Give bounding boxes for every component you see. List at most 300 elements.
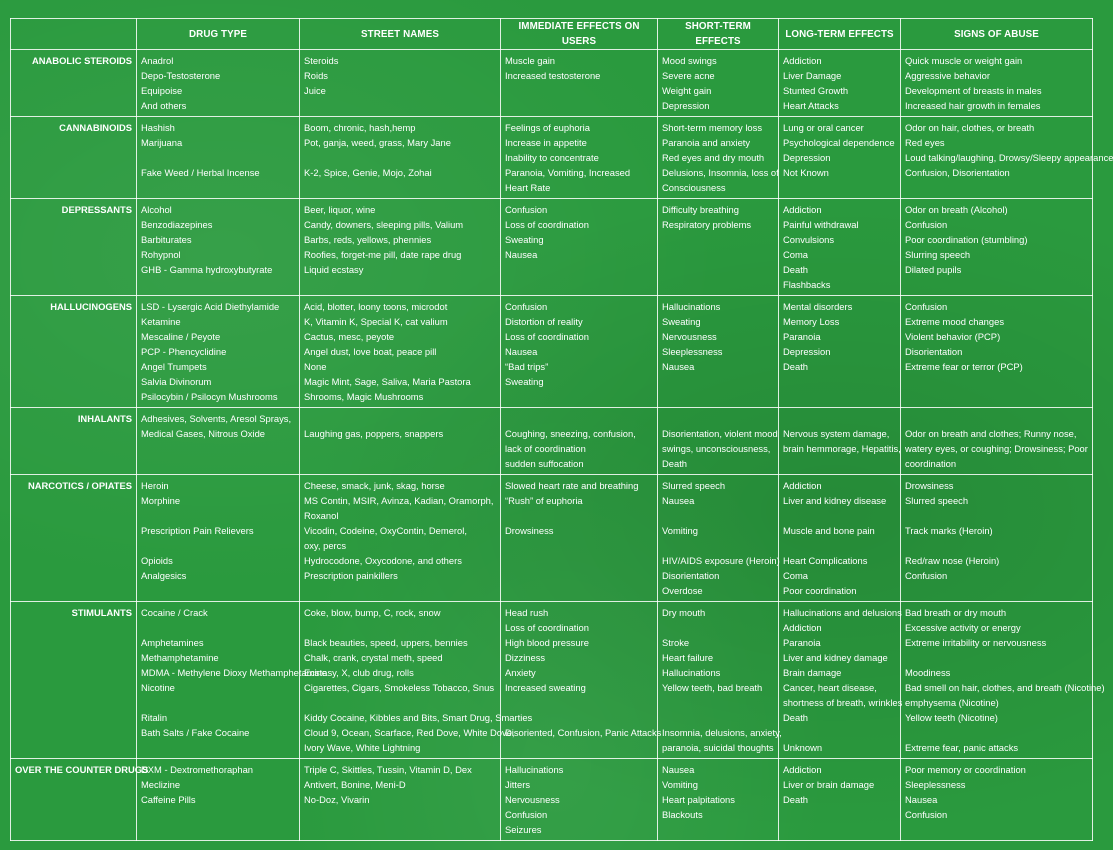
cell-line: Stunted Growth [783,85,849,96]
cell-line [304,807,496,822]
cell-line [662,262,774,277]
cell-line [662,411,774,426]
cell-line: Shrooms, Magic Mushrooms [304,391,424,402]
cell-line [783,725,896,740]
cell-signs-of-abuse [901,199,1093,296]
cell-line: Short-term memory loss [662,122,763,133]
cell-short-term-effects [658,117,779,199]
cell-line: Ritalin [141,712,168,723]
cell-line [505,389,653,404]
cell-line: Disorientation [662,570,720,581]
cell-line: GHB - Gamma hydroxybutyrate [141,264,273,275]
cell-line: Paranoia [783,331,821,342]
cell-line: Increase in appetite [505,137,587,148]
cell-line: Distortion of reality [505,316,583,327]
cell-line: Overdose [662,585,703,596]
cell-line [662,620,774,635]
cell-line: Opioids [141,555,173,566]
cell-line: Red eyes and dry mouth [662,152,765,163]
cell-line: Addiction [783,764,822,775]
cell-line: Analgesics [141,570,187,581]
cell-line [304,150,496,165]
cell-line: Psilocybin / Psilocyn Mushrooms [141,391,278,402]
category-label: INHALANTS [11,408,137,475]
cell-line: Death [662,458,688,469]
cell-line: Nicotine [141,682,175,693]
cell-long-term-effects [779,475,901,602]
cell-line: Sweating [662,316,701,327]
cell-line [905,650,1088,665]
table-body [11,50,1113,841]
cell-line: Amphetamines [141,637,204,648]
cell-line [505,583,653,598]
cell-line [304,441,496,456]
cell-line [905,180,1088,195]
cell-line: Roofies, forget-me pill, date rape drug [304,249,462,260]
cell-line: Heart Rate [505,182,551,193]
cell-line: Muscle gain [505,55,556,66]
cell-line: Severe acne [662,70,715,81]
cell-line: Development of breasts in males [905,85,1042,96]
cell-line: oxy, percs [304,540,347,551]
cell-line [662,822,774,837]
cell-line: Cloud 9, Ocean, Scarface, Red Dove, White Dove, [304,727,515,738]
cell-line: Dry mouth [662,607,706,618]
cell-street-names [300,296,501,408]
category-label: DEPRESSANTS [11,199,137,296]
cell-line: Methamphetamine [141,652,219,663]
cell-immediate-effects [501,199,658,296]
category-label: OVER THE COUNTER DRUGS [11,759,137,841]
cell-long-term-effects [779,50,901,117]
cell-line: Hallucinations and delusions [783,607,902,618]
cell-line: Addiction [783,204,822,215]
cell-line [783,822,896,837]
cell-line: emphysema (Nicotine) [905,697,999,708]
cell-line: Cancer, heart disease, [783,682,877,693]
cell-line: Chalk, crank, crystal meth, speed [304,652,443,663]
cell-line: Depression [783,346,831,357]
cell-line: Poor coordination (stumbling) [905,234,1028,245]
cell-line [304,98,496,113]
cell-street-names [300,50,501,117]
cell-line: Depo-Testosterone [141,70,221,81]
cell-line: DXM - Dextromethoraphan [141,764,254,775]
cell-signs-of-abuse [901,475,1093,602]
cell-line: Insomnia, delusions, anxiety, [662,727,782,738]
cell-long-term-effects [779,296,901,408]
cell-line: Psychological dependence [783,137,895,148]
cell-line: Unknown [783,742,823,753]
cell-line: Disoriented, Confusion, Panic Attacks [505,727,662,738]
cell-street-names [300,117,501,199]
cell-line: Liver or brain damage [783,779,875,790]
cell-line [141,180,295,195]
header-short-term-effects: SHORT-TERM EFFECTS [658,19,779,50]
cell-drug-type [137,199,300,296]
cell-line: shortness of breath, wrinkles [783,697,903,708]
cell-line: Odor on breath (Alcohol) [905,204,1008,215]
header-long-term-effects: LONG-TERM EFFECTS [779,19,901,50]
table-row [11,296,1093,408]
cell-line: Vomiting [662,525,698,536]
cell-line: Pot, ganja, weed, grass, Mary Jane [304,137,451,148]
cell-line: Death [783,361,809,372]
cell-line: Loss of coordination [505,331,589,342]
cell-line: And others [141,100,187,111]
cell-line: Rohypnol [141,249,181,260]
cell-line [783,374,896,389]
cell-line [662,710,774,725]
cell-signs-of-abuse [901,602,1105,759]
cell-line [905,411,1088,426]
cell-line: Bad smell on hair, clothes, and breath (Nicotine) [905,682,1105,693]
cell-line: Convulsions [783,234,835,245]
cell-line: Red/raw nose (Heroin) [905,555,1000,566]
cell-line: Slurred speech [662,480,726,491]
cell-line: Red eyes [905,137,945,148]
drug-reference-table-wrapper [10,18,1113,841]
cell-line: K, Vitamin K, Special K, cat valium [304,316,448,327]
cell-line: Nervousness [505,794,560,805]
cell-line: Sleeplessness [905,779,966,790]
cell-line: Mood swings [662,55,717,66]
cell-line: Extreme irritability or nervousness [905,637,1047,648]
cell-line: Track marks (Heroin) [905,525,993,536]
cell-line: Nausea [505,249,538,260]
cell-line: Marijuana [141,137,183,148]
cell-line: watery eyes, or coughing; Drowsiness; Poor [905,443,1088,454]
cell-line: Nausea [505,346,538,357]
cell-line: Slurred speech [905,495,969,506]
cell-immediate-effects [501,296,658,408]
cell-line: Confusion [505,301,548,312]
cell-long-term-effects [779,117,901,199]
cell-line: Coke, blow, bump, C, rock, snow [304,607,441,618]
cell-line: “Bad trips” [505,361,549,372]
cell-line [905,583,1088,598]
cell-line: Sweating [505,376,544,387]
cell-drug-type [137,602,328,759]
header-street-names: STREET NAMES [300,19,501,50]
cell-line: Magic Mint, Sage, Saliva, Maria Pastora [304,376,471,387]
cell-line [505,508,653,523]
cell-line: Aggressive behavior [905,70,990,81]
cell-line: Heart Complications [783,555,868,566]
cell-street-names [300,759,501,841]
cell-drug-type [137,296,300,408]
cell-line: Quick muscle or weight gain [905,55,1023,66]
cell-street-names [300,475,501,602]
cell-line: Hydrocodone, Oxycodone, and others [304,555,462,566]
cell-short-term-effects [658,50,779,117]
cell-line: Angel Trumpets [141,361,207,372]
cell-short-term-effects [658,475,779,602]
cell-line: Fake Weed / Herbal Incense [141,167,260,178]
cell-line: Liquid ecstasy [304,264,364,275]
cell-line: Increased hair growth in females [905,100,1041,111]
cell-long-term-effects [779,199,901,296]
cell-line: Depression [783,152,831,163]
cell-line: Slowed heart rate and breathing [505,480,639,491]
cell-line: Increased testosterone [505,70,601,81]
cell-short-term-effects [658,199,779,296]
cell-line: Roxanol [304,510,339,521]
cell-line: Loss of coordination [505,622,589,633]
cell-line [141,807,295,822]
cell-line: Paranoia [783,637,821,648]
cell-line: Nausea [662,495,695,506]
cell-line: Nausea [905,794,938,805]
cell-line: Hallucinations [662,301,721,312]
cell-street-names [300,199,501,296]
cell-line: Coma [783,570,809,581]
cell-line [905,389,1088,404]
cell-line: K-2, Spice, Genie, Mojo, Zohai [304,167,432,178]
cell-signs-of-abuse [901,408,1093,475]
cell-long-term-effects [779,408,901,475]
cell-line [304,695,496,710]
cell-line: Poor coordination [783,585,857,596]
cell-drug-type [137,759,300,841]
cell-line [905,508,1088,523]
cell-line [662,232,774,247]
table-row [11,117,1093,199]
cell-line: Head rush [505,607,549,618]
cell-line [905,538,1088,553]
cell-line: Juice [304,85,326,96]
cell-line: Painful withdrawal [783,219,859,230]
cell-line [905,374,1088,389]
cell-line: Addiction [783,480,822,491]
cell-line: Moodiness [905,667,951,678]
table-row [11,475,1093,602]
cell-line: Cheese, smack, junk, skag, horse [304,480,445,491]
cell-line: Coughing, sneezing, confusion, [505,428,636,439]
cell-line: swings, unconsciousness, [662,443,771,454]
cell-line [905,822,1088,837]
table-row [11,199,1093,296]
cell-line: Vicodin, Codeine, OxyContin, Demerol, [304,525,467,536]
cell-street-names [300,408,501,475]
cell-line: Confusion [505,204,548,215]
cell-line: No-Doz, Vivarin [304,794,370,805]
cell-line: Yellow teeth, bad breath [662,682,763,693]
cell-line: Brain damage [783,667,842,678]
cell-line: Morphine [141,495,181,506]
cell-line: Nausea [662,764,695,775]
cell-line: Bad breath or dry mouth [905,607,1007,618]
cell-line [304,822,496,837]
cell-line [783,807,896,822]
cell-line: Slurring speech [905,249,971,260]
cell-line: Excessive activity or energy [905,622,1021,633]
cell-line [662,508,774,523]
cell-line [662,247,774,262]
cell-line [141,740,295,755]
cell-drug-type [137,408,300,475]
cell-line: Respiratory problems [662,219,752,230]
cell-line: PCP - Phencyclidine [141,346,227,357]
cell-line [141,441,295,456]
cell-line [783,456,896,471]
category-label: ANABOLIC STEROIDS [11,50,137,117]
cell-line: Paranoia, Vomiting, Increased [505,167,631,178]
cell-line [505,538,653,553]
cell-line: Yellow teeth (Nicotine) [905,712,998,723]
cell-line: Equipoise [141,85,183,96]
cell-line: Bath Salts / Fake Cocaine [141,727,250,738]
cell-line: Confusion [905,219,948,230]
cell-line [662,538,774,553]
cell-line [304,583,496,598]
table-row [11,50,1093,117]
cell-line [783,538,896,553]
cell-short-term-effects [658,408,779,475]
cell-drug-type [137,117,300,199]
cell-line: Increased sweating [505,682,586,693]
cell-line: HIV/AIDS exposure (Heroin) [662,555,780,566]
cell-line: brain hemmorage, Hepatitis, [783,443,901,454]
cell-line [505,568,653,583]
cell-line: Hashish [141,122,175,133]
cell-line: Paranoia and anxiety [662,137,751,148]
cell-immediate-effects [501,602,662,759]
cell-line [783,411,896,426]
cell-line: Laughing gas, poppers, snappers [304,428,444,439]
header-signs-of-abuse: SIGNS OF ABUSE [901,19,1093,50]
cell-line: Loss of coordination [505,219,589,230]
cell-immediate-effects [501,475,658,602]
cell-line [505,553,653,568]
cell-line: Drowsiness [905,480,954,491]
cell-line: Weight gain [662,85,712,96]
cell-line: Delusions, Insomnia, loss of [662,167,779,178]
cell-line [905,725,1088,740]
cell-line: Cactus, mesc, peyote [304,331,395,342]
cell-line: Angel dust, love boat, peace pill [304,346,437,357]
cell-line: Feelings of euphoria [505,122,590,133]
cell-line: Poor memory or coordination [905,764,1026,775]
cell-line [505,740,653,755]
cell-line: Ecstasy, X, club drug, rolls [304,667,414,678]
cell-line: Loud talking/laughing, Drowsy/Sleepy appearance [905,152,1113,163]
cell-line: Salvia Divinorum [141,376,212,387]
cell-line: Boom, chronic, hash,hemp [304,122,416,133]
cell-line: Odor on hair, clothes, or breath [905,122,1035,133]
cell-line: Barbs, reds, yellows, phennies [304,234,432,245]
table-row [11,759,1093,841]
cell-line [304,180,496,195]
cell-line: Liver and kidney disease [783,495,887,506]
cell-line: Addiction [783,622,822,633]
cell-line: Consciousness [662,182,726,193]
cell-line [304,456,496,471]
cell-short-term-effects [658,602,782,759]
cell-line [141,150,295,165]
cell-line [905,277,1088,292]
cell-line: Seizures [505,824,542,835]
cell-line [304,620,496,635]
cell-line: Confusion [905,301,948,312]
cell-line: MS Contin, MSIR, Avinza, Kadian, Oramorph, [304,495,494,506]
cell-line: Difficulty breathing [662,204,739,215]
cell-line: Death [783,264,809,275]
cell-line: High blood pressure [505,637,589,648]
cell-line: Acid, blotter, loony toons, microdot [304,301,448,312]
cell-line: Nausea [662,361,695,372]
cell-line [141,695,295,710]
category-label: HALLUCINOGENS [11,296,137,408]
cell-line: Mental disorders [783,301,853,312]
cell-line [141,508,295,523]
cell-line: Liver and kidney damage [783,652,888,663]
cell-line: Liver Damage [783,70,842,81]
cell-line: Candy, downers, sleeping pills, Valium [304,219,464,230]
cell-line [304,277,496,292]
cell-line: Confusion, Disorientation [905,167,1010,178]
cell-immediate-effects [501,50,658,117]
cell-long-term-effects [779,602,901,759]
cell-immediate-effects [501,759,658,841]
table-row [11,408,1093,475]
cell-line: None [304,361,327,372]
cell-line: Heart Attacks [783,100,839,111]
cell-line: Extreme fear, panic attacks [905,742,1019,753]
cell-line [505,411,653,426]
cell-line: Not Known [783,167,829,178]
header-drug-type: DRUG TYPE [137,19,300,50]
cell-line [783,508,896,523]
cell-line: paranoia, suicidal thoughts [662,742,774,753]
cell-line: Nervousness [662,331,717,342]
header-row [11,19,1093,50]
cell-line: Black beauties, speed, uppers, bennies [304,637,468,648]
cell-line: Lung or oral cancer [783,122,864,133]
cell-signs-of-abuse [901,50,1093,117]
cell-line: Inability to concentrate [505,152,599,163]
cell-immediate-effects [501,117,658,199]
category-label: CANNABINOIDS [11,117,137,199]
cell-line: Addiction [783,55,822,66]
cell-line: lack of coordination [505,443,586,454]
cell-line: Disorientation [905,346,963,357]
drug-reference-table [10,18,1113,841]
cell-line: “Rush” of euphoria [505,495,583,506]
cell-line: Confusion [505,809,548,820]
cell-drug-type [137,50,300,117]
cell-line: Extreme fear or terror (PCP) [905,361,1023,372]
cell-line: Hallucinations [662,667,721,678]
cell-line: Flashbacks [783,279,831,290]
category-label: STIMULANTS [11,602,137,759]
category-label: NARCOTICS / OPIATES [11,475,137,602]
cell-line [141,456,295,471]
cell-line: Stroke [662,637,690,648]
cell-line: Mescaline / Peyote [141,331,221,342]
cell-line: LSD - Lysergic Acid Diethylamide [141,301,280,312]
cell-line: Sweating [505,234,544,245]
cell-line [304,411,496,426]
cell-line: Hallucinations [505,764,564,775]
cell-line: Heart failure [662,652,714,663]
cell-line: Sleeplessness [662,346,723,357]
cell-line: Cigarettes, Cigars, Smokeless Tobacco, Snus [304,682,495,693]
cell-line [505,695,653,710]
cell-line [141,620,295,635]
cell-line: Adhesives, Solvents, Aresol Sprays, [141,413,292,424]
cell-line: Heart palpitations [662,794,735,805]
